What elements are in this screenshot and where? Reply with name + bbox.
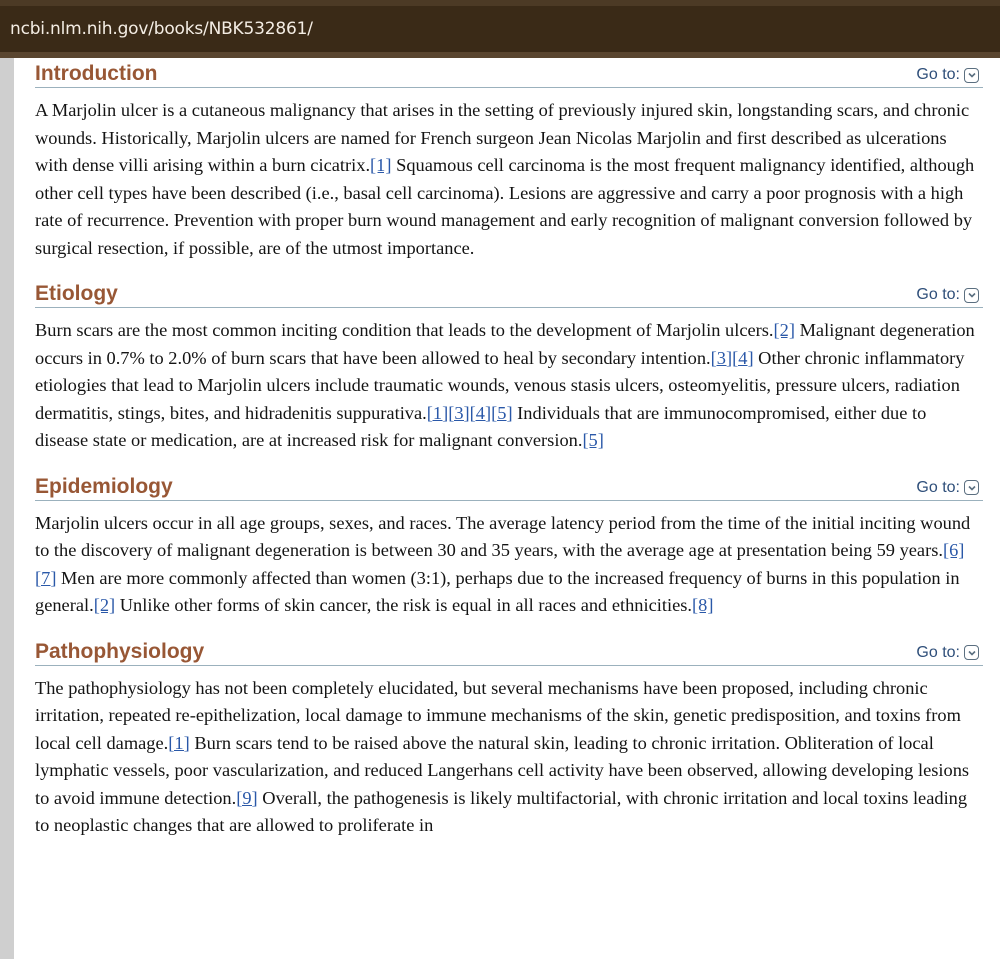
- citation-link[interactable]: [2]: [93, 595, 116, 615]
- citation-link[interactable]: [8]: [692, 595, 714, 615]
- citation-link[interactable]: [4]: [732, 347, 754, 368]
- goto-label: Go to:: [916, 286, 960, 303]
- section-header: [35, 636, 983, 666]
- section-header: [35, 471, 983, 501]
- citation-link[interactable]: [1]: [426, 402, 449, 423]
- citation-link[interactable]: [1]: [168, 732, 190, 753]
- citation-link[interactable]: [7]: [35, 567, 57, 588]
- paragraph-text: Malignant degeneration occurs in 0.7% to 2.0% of burn scars that have been allowed to heal by secondary intention.: [35, 320, 975, 368]
- paragraph-text: Other chronic inflammatory etiologies that lead to Marjolin ulcers include traumatic wounds, venous stasis ulcers, osteomyelitis, pressure ulcers, radiation dermatitis, stings, bites, and hidradenitis suppurativa.: [35, 347, 965, 423]
- goto-menu[interactable]: [916, 66, 979, 84]
- section-title: Pathophysiology: [35, 639, 205, 663]
- section-etiology: [35, 278, 983, 455]
- citation-link[interactable]: [4]: [469, 402, 492, 423]
- section-header: [35, 58, 983, 88]
- paragraph-text: Burn scars tend to be raised above the natural skin, leading to chronic irritation. Obliteration of local lymphatic vessels, poor vascularization, and reduced Langerhans cell activity have been observed, allowing developing lesions to avoid immune detection.: [35, 732, 970, 808]
- paragraph-text: The pathophysiology has not been completely elucidated, but several mechanisms have been proposed, including chronic irritation, repeated re-epithelization, local damage to immune mechanisms of the skin, genetic predisposition, and toxins from local cell damage.: [35, 677, 961, 753]
- citation-link[interactable]: [1]: [370, 155, 392, 175]
- left-scroll-gutter: [0, 58, 14, 959]
- goto-menu[interactable]: [916, 286, 979, 304]
- chevron-down-icon[interactable]: [964, 480, 979, 495]
- section-title: Etiology: [35, 282, 118, 305]
- section-title: Introduction: [35, 62, 158, 85]
- citation-link[interactable]: [3]: [448, 402, 470, 423]
- citation-link[interactable]: [5]: [582, 430, 604, 450]
- goto-label: Go to:: [916, 643, 960, 661]
- paragraph-text: Individuals that are immunocompromised, either due to disease state or medication, are at increased risk for malignant conversion.: [35, 402, 927, 450]
- section-epidemiology: [35, 471, 983, 620]
- section-paragraph: [35, 97, 983, 262]
- section-paragraph: [35, 675, 983, 840]
- section-header: [35, 278, 983, 308]
- citation-link[interactable]: [3]: [710, 347, 733, 368]
- article-content: [35, 58, 983, 840]
- chevron-down-icon[interactable]: [964, 288, 979, 303]
- citation-link[interactable]: [2]: [773, 320, 795, 340]
- citation-link[interactable]: [5]: [491, 402, 513, 423]
- chevron-down-icon[interactable]: [964, 68, 979, 83]
- citation-link[interactable]: [9]: [236, 787, 258, 808]
- goto-label: Go to:: [916, 478, 960, 496]
- goto-menu[interactable]: [916, 644, 979, 662]
- section-introduction: [35, 58, 983, 262]
- section-pathophysiology: [35, 636, 983, 840]
- goto-menu[interactable]: [916, 479, 979, 497]
- paragraph-text: Squamous cell carcinoma is the most frequent malignancy identified, although other cell types have been described (i.e., basal cell carcinoma). Lesions are aggressive and carry a poor prognosis with a high rate of recurrence. Prevention with proper burn wound management and early recognition of malignant conversion followed by surgical resection, if possible, are of the utmost importance.: [35, 155, 975, 258]
- browser-address-bar[interactable]: [0, 0, 1000, 58]
- goto-label: Go to:: [916, 66, 960, 83]
- section-paragraph: [35, 317, 983, 455]
- section-title: Epidemiology: [35, 474, 173, 498]
- paragraph-text: Men are more commonly affected than women (3:1), perhaps due to the increased frequency of burns in this population in general.: [35, 567, 960, 615]
- url-text[interactable]: ncbi.nlm.nih.gov/books/NBK532861/: [10, 19, 313, 39]
- paragraph-text: Unlike other forms of skin cancer, the risk is equal in all races and ethnicities.: [115, 595, 693, 615]
- paragraph-text: Marjolin ulcers occur in all age groups, sexes, and races. The average latency period from the time of the initial inciting wound to the discovery of malignant degeneration is between 30 and 35 years, with the average age at presentation being 59 years.: [35, 512, 971, 560]
- paragraph-text: Burn scars are the most common inciting condition that leads to the development of Marjolin ulcers.: [35, 320, 774, 340]
- paragraph-text: A Marjolin ulcer is a cutaneous malignancy that arises in the setting of previously injured skin, longstanding scars, and chronic wounds. Historically, Marjolin ulcers are named for French surgeon Jean Nicolas Marjolin and first described as ulcerations with dense villi arising within a burn cicatrix.: [35, 100, 970, 175]
- chevron-down-icon[interactable]: [964, 645, 979, 660]
- citation-link[interactable]: [6]: [942, 540, 965, 560]
- paragraph-text: Overall, the pathogenesis is likely multifactorial, with chronic irritation and local toxins leading to neoplastic changes that are allowed to proliferate in: [35, 787, 968, 835]
- section-paragraph: [35, 510, 983, 620]
